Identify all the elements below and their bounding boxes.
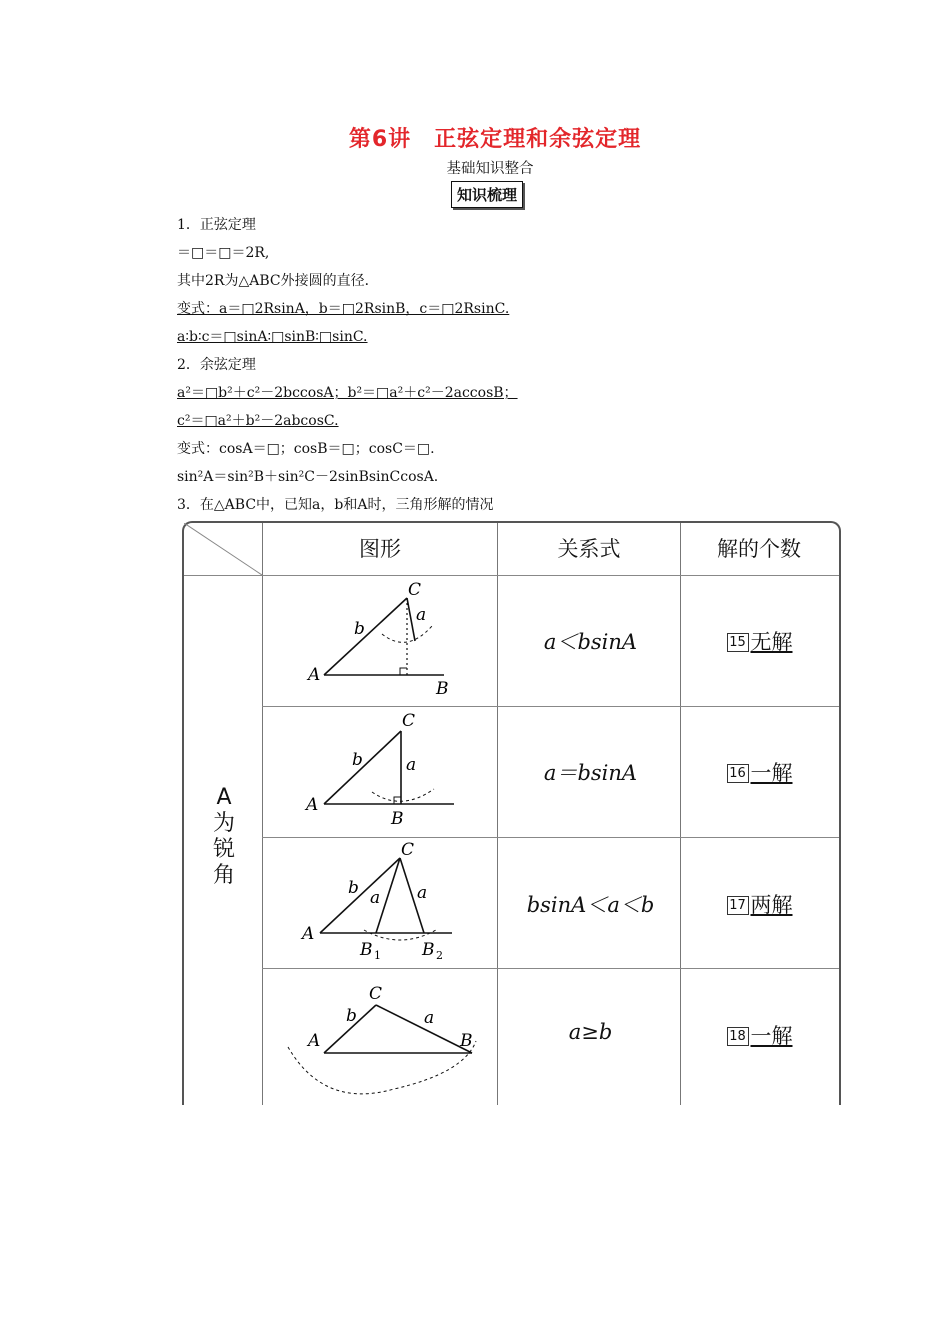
figure-one-solution-right [264, 707, 497, 837]
figure-no-solution [264, 576, 497, 706]
answer-number-badge: 17 [727, 896, 749, 915]
svg-text:b: b [346, 1006, 357, 1026]
svg-text:a: a [424, 1008, 435, 1028]
svg-text:b: b [354, 619, 365, 639]
svg-text:a: a [416, 605, 427, 625]
text-line-11: 3．在△ABC中，已知a，b和A时，三角形解的情况 [177, 497, 494, 513]
svg-text:a: a [406, 755, 417, 775]
text-line-2: ＝□＝□＝2R, [177, 245, 270, 261]
solution-table [182, 521, 841, 1105]
text-line-1: 1．正弦定理 [177, 217, 256, 233]
header-diagonal [184, 523, 262, 575]
answer-row-3: 17 两解 [682, 889, 837, 919]
row-label-a-acute: A 为 锐 角 [212, 785, 235, 888]
answer-row-2: 16 一解 [682, 757, 837, 787]
text-line-9: 变式：cosA＝□；cosB＝□；cosC＝□. [177, 441, 435, 457]
text-line-10: sin²A＝sin²B＋sin²C－2sinBsinCcosA. [177, 469, 439, 485]
header-figure: 图形 [359, 537, 401, 561]
svg-text:B: B [436, 679, 449, 699]
svg-text:1: 1 [374, 949, 381, 962]
header-solution-count: 解的个数 [717, 537, 801, 561]
svg-text:b: b [348, 878, 359, 898]
figure-two-solutions [264, 838, 497, 968]
svg-text:B: B [360, 940, 373, 960]
relation-row-1: a＜bsinA [543, 630, 638, 654]
svg-text:b: b [352, 750, 363, 770]
svg-text:C: C [401, 840, 415, 860]
relation-row-3: bsinA＜a＜b [526, 893, 655, 917]
text-line-7: a²＝□b²＋c²－2bccosA；b²＝□a²＋c²－2accosB； [177, 385, 518, 401]
text-line-6: 2．余弦定理 [177, 357, 256, 373]
answer-number-badge: 15 [727, 633, 749, 652]
svg-text:B: B [460, 1031, 473, 1051]
answer-row-1: 15 无解 [682, 626, 837, 656]
svg-text:C: C [369, 984, 383, 1004]
text-line-5: a∶b∶c＝□sinA∶□sinB∶□sinC. [177, 329, 368, 345]
svg-text:C: C [402, 711, 416, 731]
relation-row-4: a≥b [568, 1020, 613, 1044]
subtitle: 基础知识整合 [446, 161, 534, 177]
text-line-3: 其中2R为△ABC外接圆的直径． [177, 273, 379, 289]
svg-text:A: A [308, 1031, 321, 1051]
header-relation: 关系式 [557, 537, 621, 561]
text-line-8: c²＝□a²＋b²－2abcosC. [177, 413, 339, 429]
answer-number-badge: 18 [727, 1027, 749, 1046]
svg-text:B: B [422, 940, 435, 960]
section-heading: 知识梳理 [451, 181, 523, 208]
svg-text:A: A [306, 795, 319, 815]
svg-text:C: C [408, 580, 422, 600]
svg-text:A: A [308, 665, 321, 685]
svg-text:a: a [370, 888, 381, 908]
svg-text:B: B [391, 809, 404, 829]
relation-row-2: a＝bsinA [543, 761, 638, 785]
page-title: 第6讲 正弦定理和余弦定理 [348, 127, 642, 152]
text-line-4: 变式：a＝□2RsinA，b＝□2RsinB，c＝□2RsinC. [177, 301, 510, 317]
figure-one-solution-ab [264, 969, 497, 1099]
svg-text:a: a [417, 883, 428, 903]
answer-row-4: 18 一解 [682, 1020, 837, 1050]
answer-number-badge: 16 [727, 764, 749, 783]
svg-text:2: 2 [436, 949, 443, 962]
svg-text:A: A [302, 924, 315, 944]
